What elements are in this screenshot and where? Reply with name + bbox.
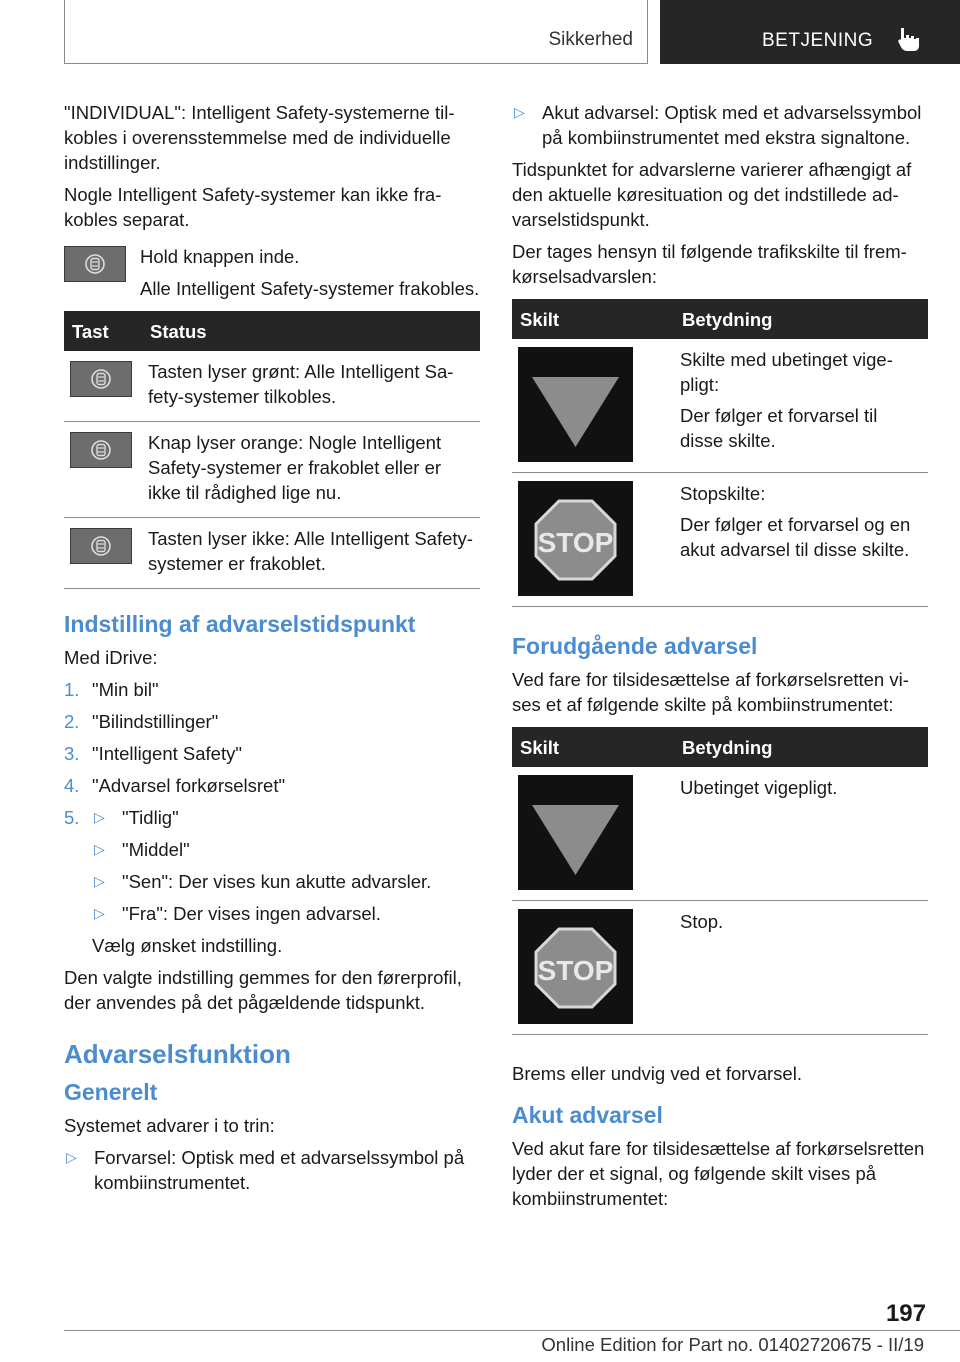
heading-acute-warning: Akut advarsel	[512, 1102, 663, 1128]
step-text: "Intelligent Safety"	[92, 743, 242, 764]
choose-setting: Vælg ønsket indstilling.	[92, 935, 283, 956]
list-item	[92, 901, 480, 926]
option-text: "Fra": Der vises ingen advarsel.	[122, 903, 381, 924]
safety-icon	[82, 251, 108, 277]
list-item	[92, 869, 480, 894]
step-number: 5.	[64, 807, 80, 828]
stop-sign-icon	[518, 481, 633, 596]
table-row	[64, 422, 480, 518]
pre-warning-text: Ved fare for tilsidesættelse af forkørselsretten vises et af følgende skilte på kombiinstrumentet:	[512, 669, 909, 715]
hold-result: Alle Intelligent Safety-systemer frakobles.	[140, 278, 480, 299]
idrive-label: Med iDrive:	[64, 647, 158, 668]
list-item	[92, 837, 480, 862]
right-column	[512, 100, 928, 1218]
table-row	[512, 473, 928, 607]
meaning-text: Ubetinget vigepligt.	[680, 777, 838, 798]
safety-icon	[88, 533, 114, 559]
list-item	[64, 741, 480, 766]
intro-paragraph-1: "INDIVIDUAL": Intelligent Safety-systemerne tilkobles i overensstemmelse med de individuelle indstillinger.	[64, 102, 455, 173]
safety-button-image	[70, 432, 132, 468]
footer-edition: Online Edition for Part no. 01402720675 - II/19	[541, 1334, 924, 1355]
page-number: 197	[885, 1300, 926, 1327]
pointing-hand-icon	[896, 26, 922, 52]
triangle-bullet-icon: ▷	[94, 841, 105, 857]
list-item	[92, 805, 480, 830]
header-section-box	[64, 0, 648, 64]
table-row	[512, 339, 928, 473]
safety-icon	[88, 366, 114, 392]
left-column	[64, 100, 480, 1202]
list-item	[64, 805, 480, 926]
meaning-text: Skilte med ubetinget vigepligt:	[680, 349, 893, 395]
pre-warning-signs-table	[512, 727, 928, 1035]
signs-table-header-meaning: Betydning	[674, 727, 928, 767]
table-row	[512, 901, 928, 1035]
list-item	[64, 773, 480, 798]
step-text: "Min bil"	[92, 679, 159, 700]
stop-sign-label: STOP	[537, 955, 614, 986]
acute-warning-text: Ved akut fare for tilsidesættelse af forkørselsretten lyder der et signal, og følgende skilt vises på kombiinstrumentet:	[512, 1138, 925, 1209]
step-number: 2.	[64, 711, 80, 732]
heading-pre-warning: Forudgående advarsel	[512, 633, 758, 659]
warning-steps-list	[64, 1145, 480, 1195]
list-item	[64, 677, 480, 702]
meaning-text: Der følger et forvarsel og en akut advarsel til disse skilte.	[680, 514, 911, 560]
status-table-header-key: Tast	[64, 311, 142, 351]
safety-icon	[88, 437, 114, 463]
bullet-text: Akut advarsel: Optisk med et advarselssymbol på kombiinstrumentet med ekstra signaltone.	[542, 102, 922, 148]
hold-text: Hold knappen inde.	[140, 246, 300, 267]
signs-table-header-sign: Skilt	[512, 727, 674, 767]
option-text: "Sen": Der vises kun akutte advarsler.	[122, 871, 432, 892]
triangle-bullet-icon: ▷	[94, 873, 105, 889]
option-text: "Tidlig"	[122, 807, 179, 828]
footer-divider	[64, 1330, 960, 1331]
table-row	[512, 767, 928, 901]
header-chapter-box	[660, 0, 960, 64]
signs-table	[512, 299, 928, 607]
step-text: "Advarsel forkørselsret"	[92, 775, 286, 796]
step-number: 3.	[64, 743, 80, 764]
heading-warning-function: Advarselsfunktion	[64, 1039, 291, 1069]
yield-sign-icon	[518, 347, 633, 462]
timing-varies-text: Tidspunktet for advarslerne varierer afhængigt af den aktuelle køresituation og det indstillede advarselstidspunkt.	[512, 159, 912, 230]
step-text: "Bilindstillinger"	[92, 711, 219, 732]
steps-list	[64, 677, 480, 926]
yield-sign-icon	[518, 775, 633, 890]
step-number: 1.	[64, 679, 80, 700]
signs-table-header-meaning: Betydning	[674, 299, 928, 339]
step-number: 4.	[64, 775, 80, 796]
signs-table-header-sign: Skilt	[512, 299, 674, 339]
status-table	[64, 311, 480, 589]
list-item	[512, 100, 928, 150]
brake-text: Brems eller undvig ved et forvarsel.	[512, 1063, 802, 1084]
saved-text: Den valgte indstilling gemmes for den førerprofil, der anvendes på det pågældende tidspunkt.	[64, 967, 462, 1013]
header-chapter-title: BETJENING	[762, 30, 874, 51]
list-item	[64, 1145, 480, 1195]
status-cell: Tasten lyser grønt: Alle Intelligent Safety-systemer tilkobles.	[142, 351, 480, 422]
status-cell: Knap lyser orange: Nogle Intelligent Safety-systemer er frakoblet eller er ikke til rådighed lige nu.	[142, 422, 480, 518]
list-item	[64, 709, 480, 734]
meaning-text: Der følger et forvarsel til disse skilte.	[680, 405, 878, 451]
table-row	[64, 518, 480, 589]
safety-button-image	[70, 361, 132, 397]
safety-button-image	[70, 528, 132, 564]
signs-intro-text: Der tages hensyn til følgende trafikskilte til fremkørselsadvarslen:	[512, 241, 907, 287]
triangle-bullet-icon: ▷	[94, 905, 105, 921]
option-text: "Middel"	[122, 839, 190, 860]
triangle-bullet-icon: ▷	[94, 809, 105, 825]
triangle-bullet-icon: ▷	[514, 104, 525, 120]
bullet-text: Forvarsel: Optisk med et advarselssymbol på kombiinstrumentet.	[94, 1147, 465, 1193]
two-steps-text: Systemet advarer i to trin:	[64, 1115, 275, 1136]
triangle-bullet-icon: ▷	[66, 1149, 77, 1165]
table-row	[64, 351, 480, 422]
meaning-text: Stop.	[680, 911, 724, 932]
status-cell: Tasten lyser ikke: Alle Intelligent Safety-systemer er frakoblet.	[142, 518, 480, 589]
heading-general: Generelt	[64, 1079, 158, 1105]
warning-steps-list-cont	[512, 100, 928, 150]
stop-sign-label: STOP	[537, 527, 614, 558]
step5-options	[92, 805, 480, 926]
meaning-text: Stopskilte:	[680, 483, 766, 504]
hold-button-instruction	[64, 244, 480, 301]
stop-sign-icon	[518, 909, 633, 1024]
header-section-title: Sikkerhed	[548, 29, 633, 50]
status-table-header-status: Status	[142, 311, 480, 351]
safety-button-image	[64, 246, 126, 282]
intro-paragraph-2: Nogle Intelligent Safety-systemer kan ikke frakobles separat.	[64, 184, 442, 230]
heading-warning-timing: Indstilling af advarselstidspunkt	[64, 611, 416, 637]
